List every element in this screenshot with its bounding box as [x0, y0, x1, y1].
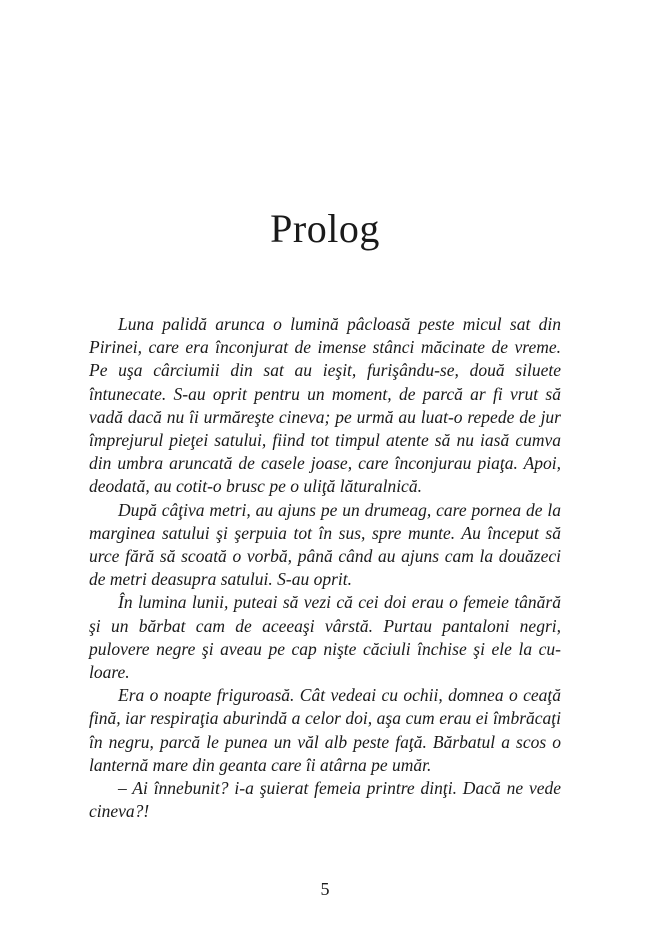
- chapter-title: Prolog: [270, 206, 380, 251]
- paragraph: Era o noapte friguroasă. Cât vedeai cu ochii, domnea o ceaţă fină, iar respiraţia aburindă a celor doi, aşa cum erau ei îmbrăcaţi în negru, parcă le punea un văl alb peste faţă. Bărbatul a scos o lanternă mare din geanta care îi atârna pe umăr.: [89, 685, 561, 775]
- body-text: [89, 313, 561, 823]
- page-number: 5: [320, 879, 330, 899]
- paragraph: Luna palidă arunca o lumină pâcloasă peste micul sat din Pirinei, care era înconjurat de imense stânci măcinate de vreme. Pe uşa cârciumii din sat au ieşit, furişându-se, două siluete întunecate. S-au oprit pentru un moment, de parcă ar fi vrut să vadă dacă nu îi urmăreşte cineva; pe urmă au luat-o repede de jur împrejurul pieţei satului, fiind tot timpul atente să nu iasă cumva din umbra aruncată de casele joase, care înconjurau piaţa. Apoi, deodată, au cotit-o brusc pe o uliţă lăturalnică.: [89, 314, 561, 497]
- paragraph: În lumina lunii, puteai să vezi că cei doi erau o femeie tânără şi un bărbat cam de aceeaşi vârstă. Purtau pantaloni negri, pulovere negre şi aveau pe cap nişte căciuli închise şi ele la culoare.: [89, 592, 561, 683]
- paragraph: – Ai înnebunit? i-a şuierat femeia printre dinţi. Dacă ne vede cineva?!: [89, 778, 561, 822]
- paragraph: După câţiva metri, au ajuns pe un drumeag, care pornea de la marginea satului şi şerpuia tot în sus, spre munte. Au început să urce fără să scoată o vorbă, până când au ajuns cam la douăzeci de metri deasupra satului. S-au oprit.: [89, 499, 561, 590]
